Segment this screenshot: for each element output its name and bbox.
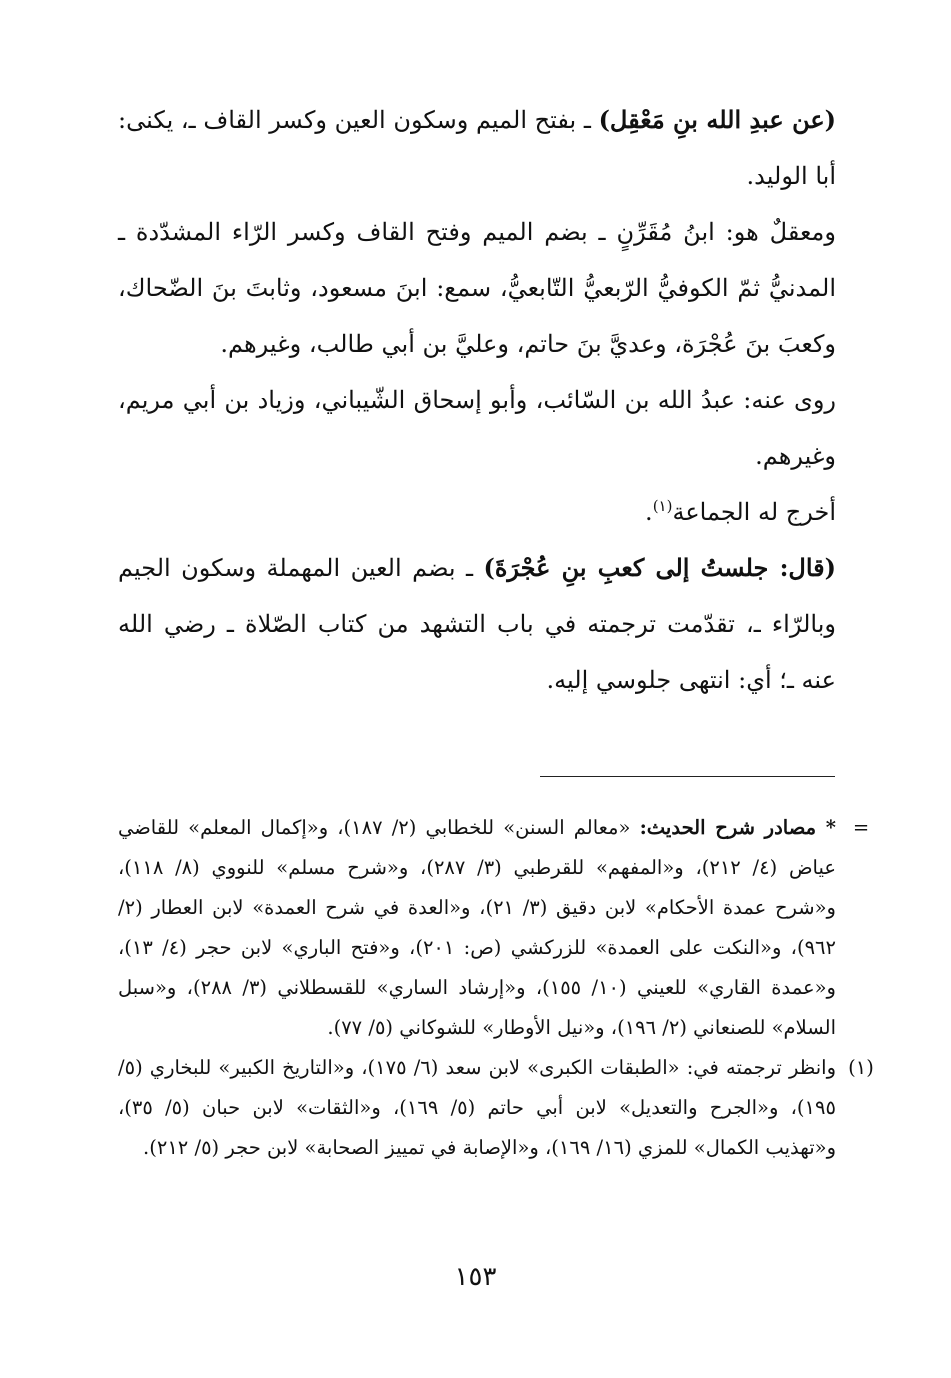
page-number: ١٥٣: [454, 1262, 497, 1292]
paragraph-4-text: أخرج له الجماعة: [672, 498, 836, 526]
paragraph-5-text: ـ بضم العين المهملة وسكون الجيم وبالرّاء ـ، تقدّمت ترجمته في باب التشهد من كتاب الصّلاة ـ رضي الله عنه ـ؛ أي: انتهى جلوسي إليه.: [118, 554, 836, 694]
footnote-1: [118, 1048, 874, 1168]
paragraph-4-end: .: [645, 498, 653, 526]
hadith-narrator-quote: (عن عبدِ الله بنِ مَعْقِل): [598, 105, 837, 134]
sources-text: «معالم السنن» للخطابي (٢/ ١٨٧)، و«إكمال المعلم» للقاضي عياض (٤/ ٢١٢)، و«المفهم» للقرطبي (٣/ ٢٨٧)، و«شرح مسلم» للنووي (٨/ ١١٨)، و«شرح عمدة الأحكام» لابن دقيق (٣/ ٢١)، و«العدة في شرح العمدة» لابن العطار (٢/ ٩٦٢)، و«النكت على العمدة» للزركشي (ص: ٢٠١)، و«فتح الباري» لابن حجر (٤/ ١٣)، و«عمدة القاري» للعيني (١٠/ ١٥٥)، و«إرشاد الساري» للقسطلاني (٣/ ٢٨٨)، و«سبل السلام» للصنعاني (٢/ ١٩٦)، و«نيل الأوطار» للشوكاني (٥/ ٧٧).: [118, 816, 836, 1039]
paragraph-3: روى عنه: عبدُ الله بن السّائب، وأبو إسحاق الشّيباني، وزياد بن أبي مريم، وغيرهم.: [118, 386, 836, 470]
footnotes: [118, 808, 874, 1168]
hadith-quote: (قال: جلستُ إلى كعبِ بنِ عُجْرَةَ): [483, 553, 837, 582]
main-text: [118, 92, 836, 708]
footnote-divider: [540, 776, 835, 777]
paragraph-2: ومعقلٌ هو: ابنُ مُقَرِّنٍ ـ بضم الميم وفتح القاف وكسر الرّاء المشدّدة ـ المدنيُّ ثمّ الكوفيُّ الرّبعيُّ التّابعيُّ، سمع: ابنَ مسعود، وثابتَ بنَ الضّحاك، وكعبَ بنَ عُجْرَة، وعديَّ بنَ حاتم، وعليَّ بن أبي طالب، وغيرهم.: [118, 218, 836, 358]
paragraph-5: [118, 540, 836, 708]
paragraph-1-text: ـ بفتح الميم وسكون العين وكسر القاف ـ، يكنى: أبا الوليد.: [118, 106, 836, 190]
footnote-1-mark: (١): [848, 1056, 874, 1079]
footnote-reference[interactable]: (١): [652, 497, 673, 515]
footnote-1-text: وانظر ترجمته في: «الطبقات الكبرى» لابن سعد (٦/ ١٧٥)، و«التاريخ الكبير» للبخاري (٥/ ١٩٥)، و«الجرح والتعديل» لابن أبي حاتم (٥/ ١٦٩)، و«الثقات» لابن حبان (٥/ ٣٥)، و«تهذيب الكمال» للمزي (١٦/ ١٦٩)، و«الإصابة في تمييز الصحابة» لابن حجر (٥/ ٢١٢).: [118, 1056, 837, 1159]
paragraph-4: [118, 484, 836, 540]
sources-label: * مصادر شرح الحديث:: [639, 816, 836, 839]
paragraph-1: [118, 92, 836, 204]
continuation-mark: =: [852, 816, 870, 839]
footnote-sources: [118, 808, 870, 1048]
